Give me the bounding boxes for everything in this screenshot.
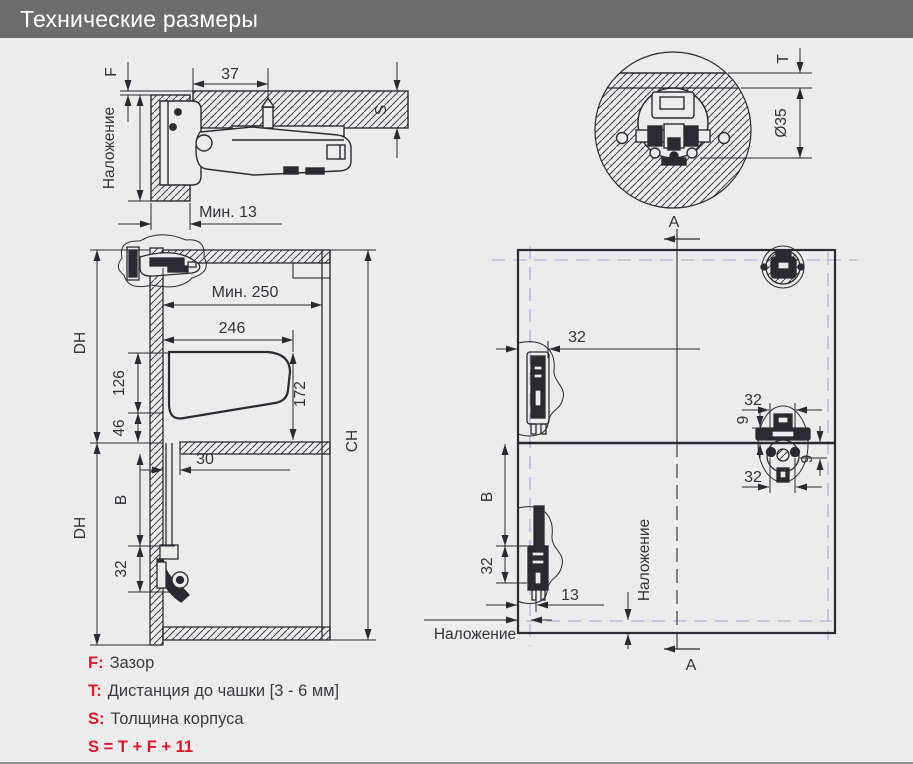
dim-label-37: 37 [221,66,239,83]
cup-detail-top-right [761,246,804,288]
legend-item-s [88,705,339,733]
dim-label-f: F [103,67,120,77]
dim-label-b-front: B [479,491,496,503]
legend-key-t: T: [88,682,102,700]
drawing-cup-view [595,48,812,208]
dim-label-9-top: 9 [735,415,752,425]
dim-label-126: 126 [111,370,128,396]
dim-label-32-hinge-bottom: 32 [744,469,762,486]
legend-text-f: Зазор [109,654,155,672]
top-rail [293,263,330,278]
section-label-a-top: A [668,214,680,231]
dim-label-30: 30 [196,451,214,468]
dim-label-min250: Мин. 250 [211,284,279,301]
screw-hole-left [617,133,628,144]
dim-label-b-side: B [113,494,130,506]
legend [88,649,339,761]
door-swivel-space-shape [169,352,290,418]
legend-key-s: S: [88,710,105,728]
page-title: Технические размеры [20,5,259,32]
dim-label-ch: CH [344,429,361,453]
overlay-label-vertical: Наложение [636,518,653,602]
bottom-panel-strip [163,627,330,640]
dim-label-t: T [775,54,792,64]
drawing-cabinet-side-view [72,235,376,645]
drawing-hinge-side-view [101,62,408,230]
legend-item-t [88,677,339,705]
dim-label-dh-bottom: DH [72,516,89,540]
dim-label-s: S [373,104,390,116]
dim-label-32-hinge-top: 32 [744,392,762,409]
legend-formula: S = T + F + 11 [88,738,194,756]
section-label-a-bottom: A [685,657,697,674]
dim-label-dh-top: DH [72,331,89,355]
overlay-label-horizontal: Наложение [433,626,517,643]
screw-hole-right [719,133,730,144]
arm-mechanism-upper [518,342,563,436]
legend-key-f: F: [88,654,104,672]
dim-label-32-lower: 32 [479,557,496,575]
dim-label-min13: Мин. 13 [199,204,257,221]
arm-mechanism-lower [518,506,562,604]
dim-label-246: 246 [218,320,246,337]
dim-label-46: 46 [111,419,128,437]
dim-label-32-side: 32 [113,560,130,578]
drawing-cabinet-front-view [424,214,858,674]
dim-label-overlay: Наложение [101,106,118,190]
dim-label-dia35: Ø35 [773,108,790,138]
dim-label-32-left: 32 [568,329,586,346]
dim-label-172: 172 [292,381,309,407]
page-header [0,0,913,38]
dim-label-13: 13 [561,587,579,604]
legend-text-s: Толщина корпуса [110,710,244,728]
dim-label-9-bottom: 9 [799,454,816,464]
legend-text-t: Дистанция до чашки [3 - 6 мм] [107,682,340,700]
legend-item-f [88,649,339,677]
